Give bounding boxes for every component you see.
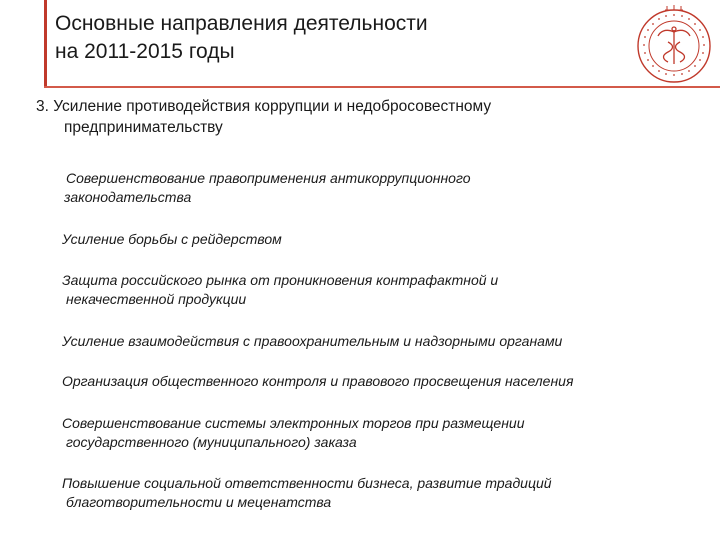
list-item-line-1: Повышение социальной ответственности бизнеса, развитие традиций: [62, 475, 552, 491]
list-item: [62, 271, 498, 309]
section-heading-line-1: 3. Усиление противодействия коррупции и недобросовестному: [36, 98, 492, 115]
list-item: [62, 372, 573, 391]
list-item: [66, 169, 471, 207]
header-divider: [44, 86, 720, 88]
list-item: [62, 414, 525, 452]
list-item: [62, 332, 562, 351]
list-item-line-2: благотворительности и меценатства: [66, 494, 332, 510]
list-item-line-1: Усиление борьбы с рейдерством: [62, 231, 282, 247]
page-title: [55, 10, 615, 66]
page-title-line-1: Основные направления деятельности: [55, 12, 428, 35]
list-item-line-2: некачественной продукции: [66, 291, 247, 307]
list-item-line-1: Усиление взаимодействия с правоохранительным и надзорными органами: [62, 333, 563, 349]
list-item: [62, 230, 282, 249]
list-item: [62, 474, 552, 512]
list-item-line-1: Защита российского рынка от проникновения контрафактной и: [62, 272, 499, 288]
list-item-line-1: Совершенствование правоприменения антикоррупционного: [66, 170, 471, 186]
list-item-line-1: Организация общественного контроля и правового просвещения населения: [62, 373, 574, 389]
list-item-line-1: Совершенствование системы электронных торгов при размещении: [62, 415, 525, 431]
chamber-of-commerce-emblem-icon: [632, 2, 716, 86]
section-heading: [36, 96, 656, 138]
list-item-line-2: законодательства: [64, 189, 192, 205]
list-item-line-2: государственного (муниципального) заказа: [66, 434, 357, 450]
page-title-line-2: на 2011-2015 годы: [55, 40, 235, 63]
section-heading-line-2: предпринимательству: [64, 119, 223, 136]
